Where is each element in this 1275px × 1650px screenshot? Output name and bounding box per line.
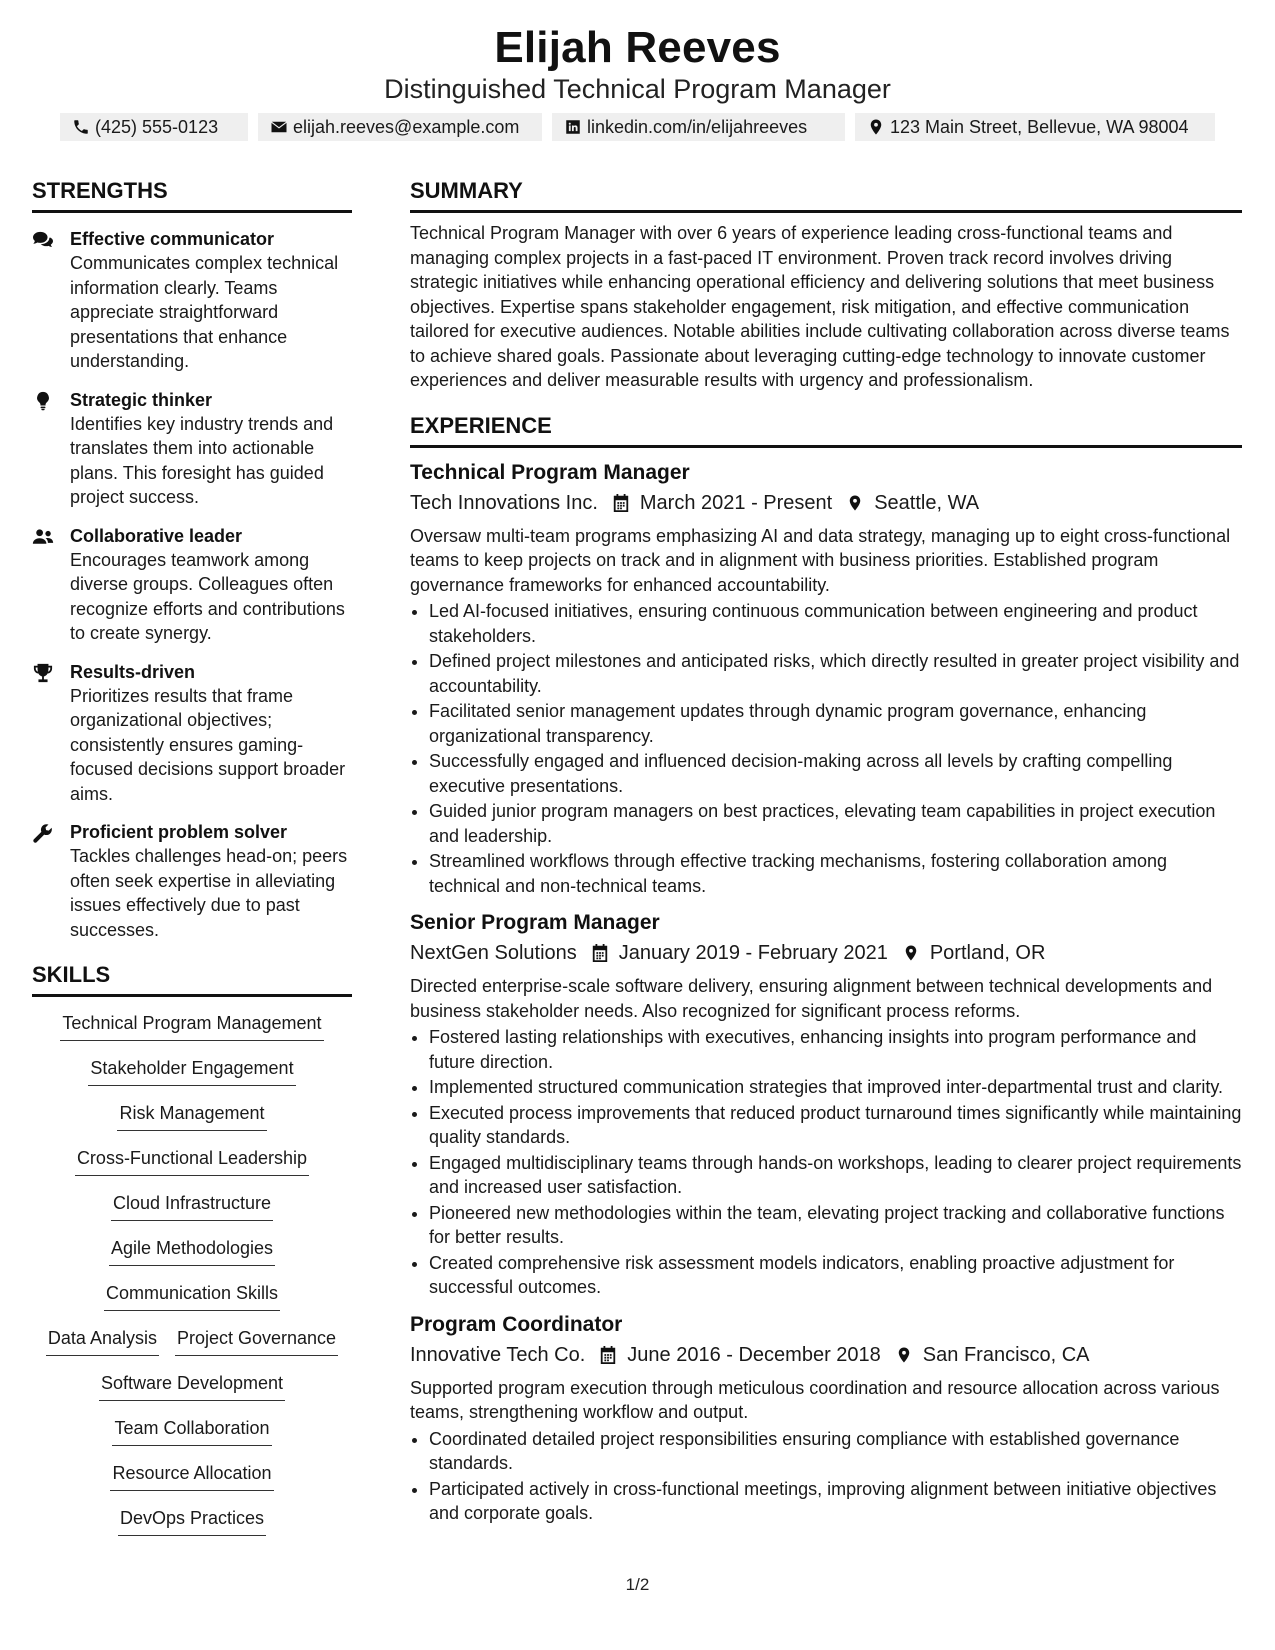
candidate-name: Elijah Reeves <box>494 23 781 72</box>
job-entry <box>410 908 1242 1300</box>
job-entry <box>410 1310 1242 1526</box>
strength-title: Collaborative leader <box>70 525 243 546</box>
skill-tag: Cloud Infrastructure <box>111 1189 273 1221</box>
job-company: NextGen Solutions <box>410 942 577 964</box>
contact-phone[interactable] <box>60 113 248 141</box>
job-title: Program Coordinator <box>410 1312 623 1336</box>
job-bullets <box>410 599 1242 898</box>
skill-tag: Stakeholder Engagement <box>88 1054 295 1086</box>
map-pin-icon <box>846 493 864 513</box>
job-bullet: • Created comprehensive risk assessment models indicators, enabling proactive adjustment for successful outcomes. <box>429 1251 1242 1300</box>
job-description: Supported program execution through meticulous coordination and resource allocation across various teams, strengthening workflow and output. <box>410 1377 1220 1422</box>
calendar-icon <box>591 943 609 963</box>
job-bullets <box>410 1427 1242 1526</box>
skill-tag: Team Collaboration <box>112 1414 271 1446</box>
strength-item <box>32 227 352 374</box>
job-bullet: • Successfully engaged and influenced decision-making across all levels by crafting compelling executive presentations. <box>429 749 1242 798</box>
job-bullet: • Coordinated detailed project responsibilities ensuring compliance with established governance standards. <box>429 1427 1242 1476</box>
strength-title: Proficient problem solver <box>70 822 288 842</box>
strength-desc: Identifies key industry trends and translates them into actionable plans. This foresight has guided project success. <box>70 413 334 507</box>
contact-phone-text: (425) 555-0123 <box>95 116 219 137</box>
strength-item <box>32 660 352 807</box>
linkedin-icon <box>564 118 582 136</box>
comments-icon <box>32 230 54 250</box>
strength-title: Strategic thinker <box>70 389 213 410</box>
strength-desc: Tackles challenges head-on; peers often seek expertise in alleviating issues effectively due to past successes. <box>70 846 348 940</box>
skill-tag: Cross-Functional Leadership <box>75 1144 309 1176</box>
contact-email[interactable] <box>258 113 542 141</box>
envelope-icon <box>270 118 288 136</box>
strength-item <box>32 820 352 942</box>
job-bullet: • Fostered lasting relationships with executives, enhancing insights into program performance and future direction. <box>429 1025 1242 1074</box>
job-description: Directed enterprise-scale software delivery, ensuring alignment between technical developments and business stakeholder needs. Also recognized for significant process reforms. <box>410 976 1213 1021</box>
job-dates: June 2016 - December 2018 <box>627 1343 881 1366</box>
job-bullet: • Defined project milestones and anticipated risks, which directly resulted in greater project visibility and accountability. <box>429 649 1242 698</box>
users-icon <box>32 527 54 547</box>
summary-heading: SUMMARY <box>410 176 1242 213</box>
calendar-icon <box>599 1345 617 1365</box>
skill-tag: DevOps Practices <box>118 1504 266 1536</box>
strength-desc: Communicates complex technical information clearly. Teams appreciate straightforward presentations that enhance understanding. <box>70 253 339 371</box>
job-company: Tech Innovations Inc. <box>410 491 598 514</box>
job-title: Technical Program Manager <box>410 460 690 484</box>
skill-tag: Resource Allocation <box>110 1459 273 1491</box>
calendar-icon <box>612 493 630 513</box>
right-column <box>410 176 1242 1527</box>
strength-item <box>32 388 352 510</box>
job-dates: January 2019 - February 2021 <box>618 942 888 964</box>
job-dates: March 2021 - Present <box>639 491 833 514</box>
candidate-title: Distinguished Technical Program Manager <box>384 74 891 104</box>
skill-tag: Data Analysis <box>46 1324 159 1356</box>
job-bullet: • Engaged multidisciplinary teams through hands-on workshops, leading to clearer project requirements and increased user satisfaction. <box>429 1151 1242 1200</box>
experience-heading: EXPERIENCE <box>410 411 1242 448</box>
skills-heading: SKILLS <box>32 960 352 997</box>
contact-linkedin[interactable] <box>552 113 845 141</box>
map-pin-icon <box>867 118 885 136</box>
job-bullet: • Facilitated senior management updates through dynamic program governance, enhancing organizational transparency. <box>429 699 1242 748</box>
strength-title: Effective communicator <box>70 229 275 249</box>
skill-tag: Project Governance <box>175 1324 338 1356</box>
job-bullet: • Pioneered new methodologies within the team, elevating project tracking and collaborative functions for better results. <box>429 1201 1242 1250</box>
contact-address <box>855 113 1215 141</box>
map-pin-icon <box>895 1345 913 1365</box>
contact-address-text: 123 Main Street, Bellevue, WA 98004 <box>890 116 1189 137</box>
skills-list <box>32 1009 352 1549</box>
job-description: Oversaw multi-team programs emphasizing AI and data strategy, managing up to eight cross-functional teams to keep projects on track and in alignment with business priorities. Established program governance frameworks for enhanced accountability. <box>410 525 1231 595</box>
job-meta <box>410 938 1242 968</box>
map-pin-icon <box>902 943 920 963</box>
job-bullet: • Participated actively in cross-functional meetings, improving alignment between initiative objectives and corporate goals. <box>429 1477 1242 1526</box>
skill-tag: Software Development <box>99 1369 285 1401</box>
wrench-icon <box>32 823 54 843</box>
job-location: San Francisco, CA <box>922 1343 1090 1366</box>
contact-email-text: elijah.reeves@example.com <box>293 116 520 137</box>
skill-tag: Risk Management <box>117 1099 266 1131</box>
job-meta <box>410 1340 1242 1370</box>
job-entry <box>410 458 1242 899</box>
lightbulb-icon <box>32 391 54 411</box>
contact-bar <box>0 113 1275 141</box>
strength-title: Results-driven <box>70 661 196 682</box>
skill-tag: Technical Program Management <box>60 1009 323 1041</box>
job-location: Portland, OR <box>929 942 1046 964</box>
strength-desc: Encourages teamwork among diverse groups. Colleagues often recognize efforts and contributions to create synergy. <box>70 549 345 643</box>
job-location: Seattle, WA <box>874 491 980 514</box>
strength-item <box>32 524 352 646</box>
job-company: Innovative Tech Co. <box>410 1343 586 1366</box>
job-bullet: • Executed process improvements that reduced product turnaround times significantly while maintaining quality standards. <box>429 1101 1242 1150</box>
strength-desc: Prioritizes results that frame organizational objectives; consistently ensures gaming-focused decisions support broader aims. <box>70 685 346 804</box>
contact-linkedin-text: linkedin.com/in/elijahreeves <box>587 116 808 137</box>
job-bullets <box>410 1025 1242 1300</box>
strengths-heading: STRENGTHS <box>32 176 352 213</box>
left-column <box>32 176 352 1549</box>
job-meta <box>410 488 1242 518</box>
job-bullet: • Led AI-focused initiatives, ensuring continuous communication between engineering and product stakeholders. <box>429 599 1242 648</box>
page-number: 1/2 <box>625 1575 650 1594</box>
summary-text: Technical Program Manager with over 6 years of experience leading cross-functional teams and managing complex projects in a fast-paced IT environment. Proven track record involves driving strategic initiatives while enhancing operational efficiency and delivering solutions that meet business objectives. Expertise spans stakeholder engagement, risk mitigation, and effective communication tailored for executive audiences. Notable abilities include cultivating collaboration across diverse teams to achieve shared goals. Passionate about leveraging cutting-edge technology to innovate customer experiences and deliver measurable results with urgency and professionalism. <box>410 223 1230 390</box>
job-title: Senior Program Manager <box>410 911 660 934</box>
phone-icon <box>72 118 90 136</box>
job-bullet: • Streamlined workflows through effective tracking mechanisms, fostering collaboration among technical and non-technical teams. <box>429 849 1242 898</box>
trophy-icon <box>32 663 54 683</box>
skill-tag: Communication Skills <box>104 1279 280 1311</box>
job-bullet: • Implemented structured communication strategies that improved inter-departmental trust and clarity. <box>429 1075 1242 1100</box>
skill-tag: Agile Methodologies <box>109 1234 275 1266</box>
job-bullet: • Guided junior program managers on best practices, elevating team capabilities in project execution and leadership. <box>429 799 1242 848</box>
